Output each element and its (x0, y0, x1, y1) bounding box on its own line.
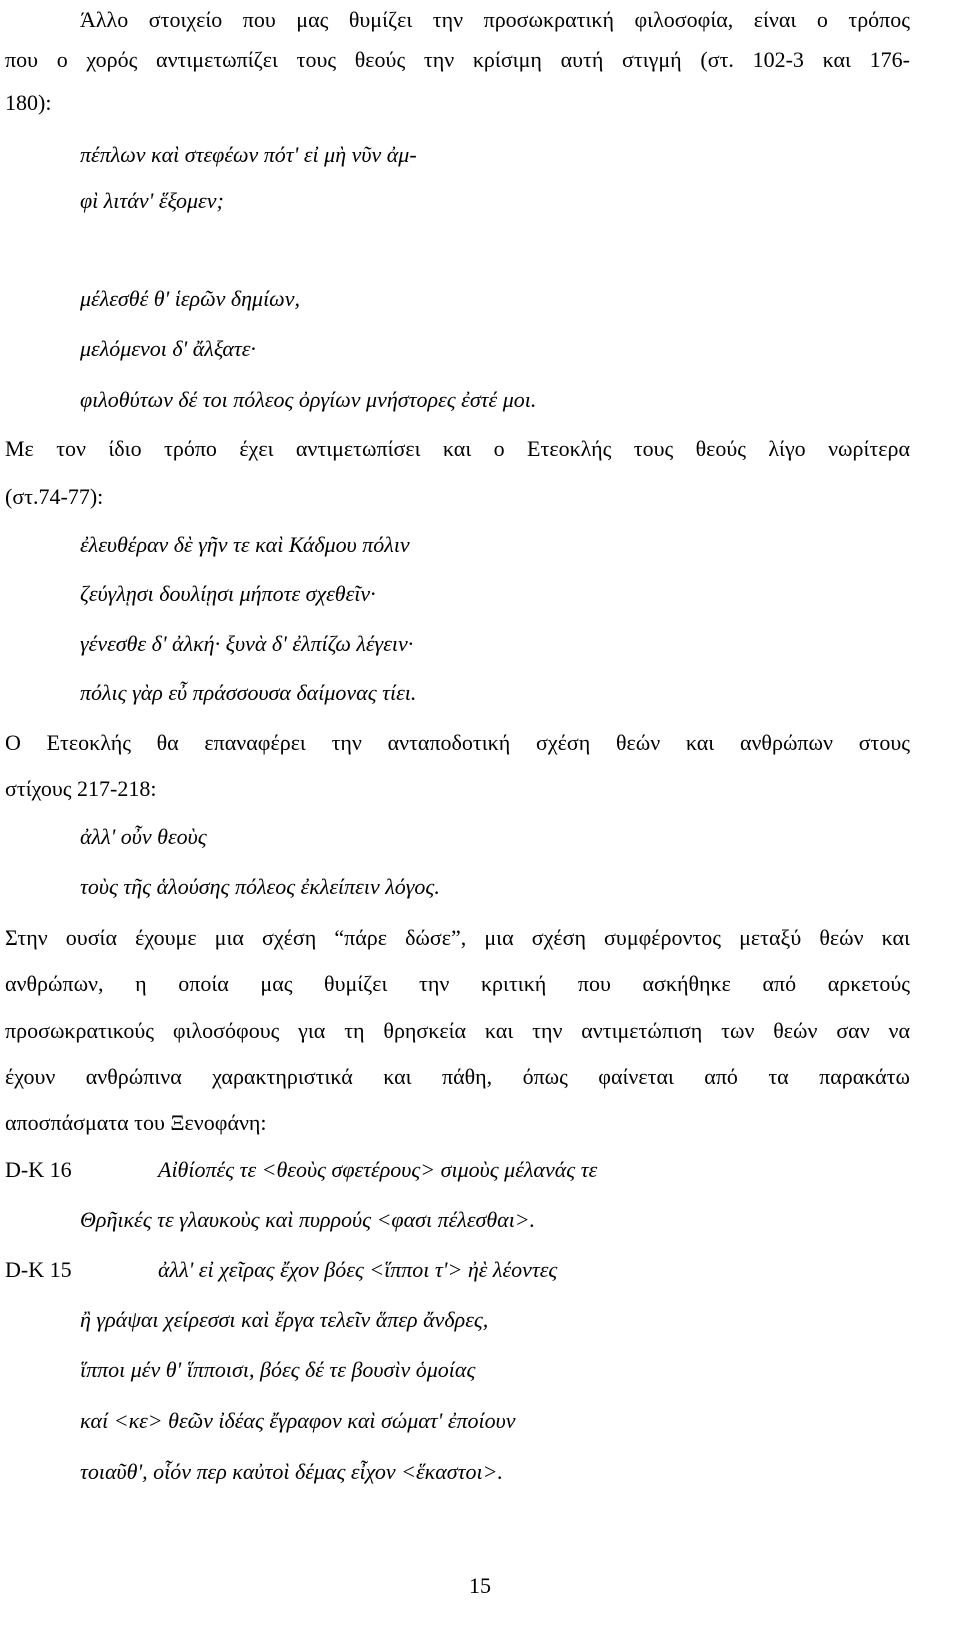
fragment-reference: D-K 16 (5, 1157, 72, 1182)
fragment-reference: D-K 15 (5, 1257, 72, 1282)
eteocles-verse-3: γένεσθε δ' ἀλκή· ξυνὰ δ' ἐλπίζω λέγειν· (80, 631, 414, 656)
paragraph-4-line-5: αποσπάσματα του Ξενοφάνη: (5, 1110, 267, 1135)
eteocles-verse-1: ἐλευθέραν δὲ γῆν τε καὶ Κάδμου πόλιν (80, 532, 410, 557)
fragment-verse: ἵπποι μέν θ' ἵπποισι, βόες δέ τε βουσὶν ὁμοίας (80, 1357, 476, 1382)
paragraph-4-line-2: ανθρώπων, η οποία μας θυμίζει την κριτική που ασκήθηκε από αρκετούς (5, 971, 910, 996)
eteocles-late-verse-1: ἀλλ' οὖν θεοὺς (80, 824, 207, 849)
paragraph-1-line-3: 180): (5, 90, 52, 115)
paragraph-4-line-1: Στην ουσία έχουμε μια σχέση “πάρε δώσε”, μια σχέση συμφέροντος μεταξύ θεών και (5, 925, 910, 950)
fragment-verse: ἀλλ' εἰ χεῖρας ἔχον βόες <ἵπποι τ'> ἠὲ λέοντες (158, 1257, 558, 1282)
paragraph-3-line-2: στίχους 217-218: (5, 776, 157, 801)
fragment-verse: Αἰθίοπές τε <θεοὺς σφετέρους> σιμοὺς μέλανάς τε (158, 1157, 598, 1182)
paragraph-4-line-4: έχουν ανθρώπινα χαρακτηριστικά και πάθη, όπως φαίνεται από τα παρακάτω (5, 1064, 910, 1089)
fragment-verse: τοιαῦθ', οἷόν περ καὐτοὶ δέμας εἶχον <ἕκαστοι>. (80, 1459, 503, 1484)
chorus-verse-3: μέλεσθέ θ' ἱερῶν δημίων, (80, 286, 300, 311)
paragraph-1-line-2: που ο χορός αντιμετωπίζει τους θεούς την κρίσιμη αυτή στιγμή (στ. 102-3 και 176- (5, 47, 910, 72)
page-number: 15 (469, 1573, 491, 1598)
paragraph-2-line-1: Με τον ίδιο τρόπο έχει αντιμετωπίσει και ο Ετεοκλής τους θεούς λίγο νωρίτερα (5, 436, 910, 461)
chorus-verse-2: φὶ λιτάν' ἕξομεν; (80, 188, 224, 213)
fragment-verse: καί <κε> θεῶν ἰδέας ἔγραφον καὶ σώματ' ἐποίουν (80, 1408, 516, 1433)
chorus-verse-5: φιλοθύτων δέ τοι πόλεος ὀργίων μνήστορες ἐστέ μοι. (80, 387, 537, 412)
fragment-verse: Θρῆικές τε γλαυκοὺς καὶ πυρρούς <φασι πέλεσθαι>. (80, 1207, 536, 1232)
chorus-verse-1: πέπλων καὶ στεφέων πότ' εἰ μὴ νῦν ἀμ- (80, 142, 417, 167)
eteocles-verse-2: ζεύγλῃσι δουλίῃσι μήποτε σχεθεῖν· (80, 581, 376, 606)
paragraph-2-line-2: (στ.74-77): (5, 484, 104, 509)
paragraph-4-line-3: προσωκρατικούς φιλοσόφους για τη θρησκεία και την αντιμετώπιση των θεών σαν να (5, 1018, 910, 1043)
paragraph-1-line-1: Άλλο στοιχείο που μας θυμίζει την προσωκρατική φιλοσοφία, είναι ο τρόπος (80, 7, 910, 32)
paragraph-3-line-1: Ο Ετεοκλής θα επαναφέρει την ανταποδοτική σχέση θεών και ανθρώπων στους (5, 730, 910, 755)
eteocles-verse-4: πόλις γὰρ εὖ πράσσουσα δαίμονας τίει. (80, 680, 417, 705)
fragment-verse: ἢ γράψαι χείρεσσι καὶ ἔργα τελεῖν ἅπερ ἄνδρες, (80, 1307, 489, 1332)
chorus-verse-4: μελόμενοι δ' ἄλξατε· (80, 336, 256, 361)
eteocles-late-verse-2: τοὺς τῆς ἁλούσης πόλεος ἐκλείπειν λόγος. (80, 874, 440, 899)
